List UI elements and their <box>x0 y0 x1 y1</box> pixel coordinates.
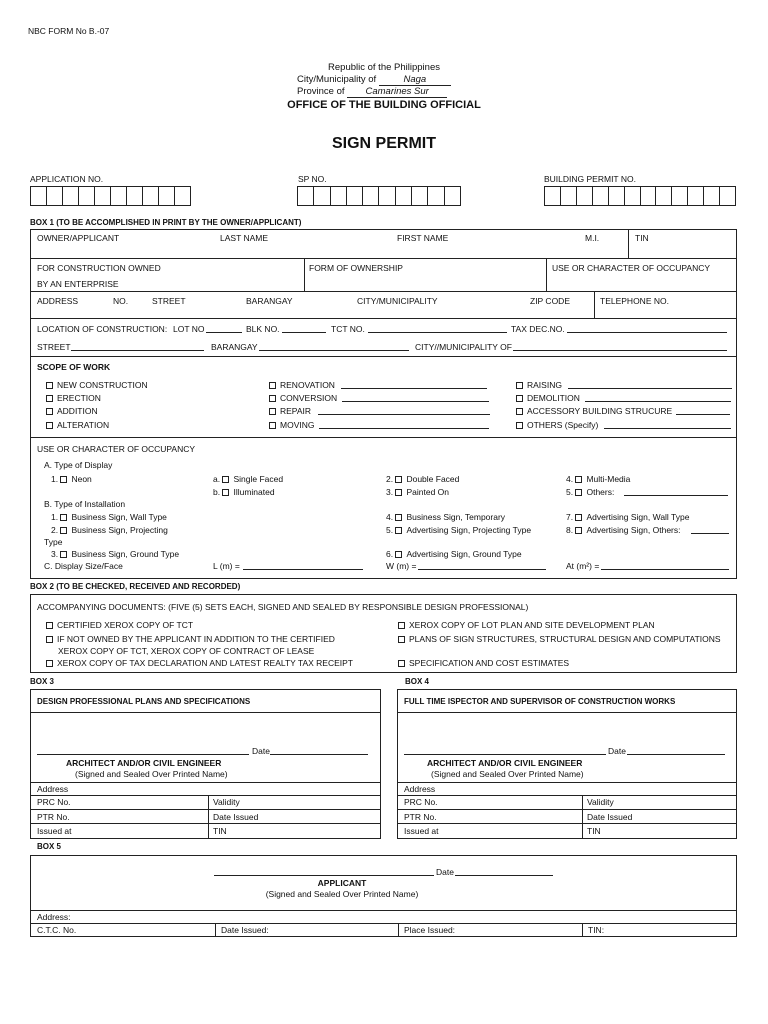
display-others[interactable] <box>566 487 614 497</box>
box3-heading: DESIGN PROFESSIONAL PLANS AND SPECIFICATIONS <box>37 697 251 706</box>
application-no-input[interactable] <box>30 186 191 206</box>
display-single-faced-number: a. <box>213 474 221 484</box>
scope-others[interactable] <box>516 420 598 430</box>
box4-ptr-label: PTR No. <box>404 812 437 822</box>
box3-signed-note: (Signed and Sealed Over Printed Name) <box>75 769 228 779</box>
install-as-ground[interactable] <box>386 549 522 559</box>
address-label: ADDRESS <box>37 296 79 306</box>
checkbox-icon[interactable] <box>575 527 582 534</box>
install-type-word: Type <box>44 537 63 547</box>
doc-specification-label: SPECIFICATION AND COST ESTIMATES <box>409 658 570 668</box>
scope-demolition-label: DEMOLITION <box>527 393 580 403</box>
scope-raising-label: RAISING <box>527 380 562 390</box>
box5-applicant: APPLICANT <box>317 878 367 888</box>
box5-label: BOX 5 <box>37 842 62 851</box>
length-label: L (m) = <box>213 561 240 571</box>
box4-issued-at-label: Issued at <box>404 826 439 836</box>
doc-certified-tct-label: CERTIFIED XEROX COPY OF TCT <box>57 620 194 630</box>
office-title: OFFICE OF THE BUILDING OFFICIAL <box>287 99 481 111</box>
scope-conversion[interactable] <box>269 393 337 403</box>
scope-alteration[interactable] <box>46 420 109 430</box>
box5-date-label: Date <box>436 867 454 877</box>
scope-addition[interactable] <box>46 406 98 416</box>
box4-signed-note: (Signed and Sealed Over Printed Name) <box>431 769 584 779</box>
box3-date-issued-label: Date Issued <box>213 812 259 822</box>
scope-raising[interactable] <box>516 380 562 390</box>
scope-erection[interactable] <box>46 393 101 403</box>
lot-no-label: LOT NO <box>173 324 205 334</box>
display-neon-label: Neon <box>71 474 92 484</box>
scope-renovation-label: RENOVATION <box>280 380 335 390</box>
checkbox-icon[interactable] <box>575 476 582 483</box>
display-multi-media-number: 4. <box>566 474 574 484</box>
install-as-others[interactable] <box>566 525 680 535</box>
install-as-projecting-number: 5. <box>386 525 394 535</box>
install-bs-projecting[interactable] <box>51 525 168 535</box>
display-neon[interactable] <box>51 474 92 484</box>
type-of-installation-label: B. Type of Installation <box>44 499 126 509</box>
address-no-label: NO. <box>113 296 129 306</box>
box5-place-issued-label: Place Issued: <box>404 925 456 935</box>
checkbox-icon[interactable] <box>395 514 402 521</box>
box5-tin-label: TIN: <box>588 925 605 935</box>
city-line <box>297 74 451 86</box>
scope-of-work-title: SCOPE OF WORK <box>37 362 111 372</box>
box3-validity-label: Validity <box>213 797 240 807</box>
checkbox-icon[interactable] <box>269 382 276 389</box>
mi-label: M.I. <box>585 233 600 243</box>
box3-tin-label: TIN <box>213 826 227 836</box>
display-illuminated-number: b. <box>213 487 221 497</box>
display-painted-on[interactable] <box>386 487 449 497</box>
install-as-projecting-label: Advertising Sign, Projecting Type <box>406 525 532 535</box>
scope-demolition[interactable] <box>516 393 580 403</box>
sp-no-input[interactable] <box>297 186 461 206</box>
checkbox-icon[interactable] <box>46 660 53 667</box>
doc-lot-plan[interactable] <box>398 620 655 630</box>
doc-tax-declaration[interactable] <box>46 658 353 668</box>
checkbox-icon[interactable] <box>46 395 53 402</box>
display-size-label: C. Display Size/Face <box>44 561 123 571</box>
scope-renovation[interactable] <box>269 380 335 390</box>
box1-heading: BOX 1 (TO BE ACCOMPLISHED IN PRINT BY THE OWNER/APPLICANT) <box>30 218 302 227</box>
blk-no-label: BLK NO. <box>246 324 280 334</box>
checkbox-icon[interactable] <box>222 489 229 496</box>
province-label: Province of <box>297 86 345 97</box>
location-city-label: CITY//MUNICIPALITY OF <box>415 342 512 352</box>
checkbox-icon[interactable] <box>575 514 582 521</box>
application-no-label: APPLICATION NO. <box>30 174 104 184</box>
install-bs-projecting-label: Business Sign, Projecting <box>71 525 168 535</box>
use-occupancy-label: USE OR CHARACTER OF OCCUPANCY <box>552 263 711 273</box>
install-bs-temporary-number: 4. <box>386 512 394 522</box>
install-bs-ground-number: 3. <box>51 549 59 559</box>
tin-label: TIN <box>635 233 649 243</box>
first-name-label: FIRST NAME <box>397 233 449 243</box>
scope-erection-label: ERECTION <box>57 393 101 403</box>
last-name-label: LAST NAME <box>220 233 269 243</box>
checkbox-icon[interactable] <box>60 476 67 483</box>
enterprise-label: BY AN ENTERPRISE <box>37 279 119 289</box>
location-street-label: STREET <box>37 342 71 352</box>
doc-not-owned[interactable] <box>46 634 335 644</box>
checkbox-icon[interactable] <box>516 382 523 389</box>
location-barangay-label: BARANGAY <box>211 342 258 352</box>
province-value: Camarines Sur <box>347 86 447 98</box>
checkbox-icon[interactable] <box>46 622 53 629</box>
checkbox-icon[interactable] <box>60 551 67 558</box>
address-city-label: CITY/MUNICIPALITY <box>357 296 438 306</box>
checkbox-icon[interactable] <box>575 489 582 496</box>
occupancy-title: USE OR CHARACTER OF OCCUPANCY <box>37 444 196 454</box>
install-bs-wall-label: Business Sign, Wall Type <box>71 512 167 522</box>
doc-sign-structures-label: PLANS OF SIGN STRUCTURES, STRUCTURAL DESIGN AND COMPUTATIONS <box>409 634 721 644</box>
display-multi-media[interactable] <box>566 474 630 484</box>
scope-others-label: OTHERS (Specify) <box>527 420 599 430</box>
address-barangay-label: BARANGAY <box>246 296 293 306</box>
address-street-label: STREET <box>152 296 186 306</box>
scope-moving[interactable] <box>269 420 314 430</box>
box4-address-label: Address <box>404 784 436 794</box>
install-as-wall-number: 7. <box>566 512 574 522</box>
box3-signer: ARCHITECT AND/OR CIVIL ENGINEER <box>66 758 222 768</box>
province-line <box>297 86 447 98</box>
location-label: LOCATION OF CONSTRUCTION: <box>37 324 168 334</box>
display-others-number: 5. <box>566 487 574 497</box>
page-title: SIGN PERMIT <box>331 135 436 152</box>
display-single-faced[interactable] <box>213 474 283 484</box>
scope-addition-label: ADDITION <box>57 406 98 416</box>
checkbox-icon[interactable] <box>516 395 523 402</box>
republic-line: Republic of the Philippines <box>328 62 440 73</box>
owner-applicant-label: OWNER/APPLICANT <box>37 233 120 243</box>
box4-date-issued-label: Date Issued <box>587 812 633 822</box>
install-bs-wall-number: 1. <box>51 512 59 522</box>
box3-label: BOX 3 <box>30 677 55 686</box>
checkbox-icon[interactable] <box>395 527 402 534</box>
box3-ptr-label: PTR No. <box>37 812 70 822</box>
install-bs-wall[interactable] <box>51 512 167 522</box>
construction-owned-label: FOR CONSTRUCTION OWNED <box>37 263 161 273</box>
checkbox-icon[interactable] <box>516 422 523 429</box>
box4-date-label: Date <box>608 746 626 756</box>
install-as-ground-label: Advertising Sign, Ground Type <box>406 549 522 559</box>
checkbox-icon[interactable] <box>269 395 276 402</box>
checkbox-icon[interactable] <box>60 514 67 521</box>
doc-sign-structures[interactable] <box>398 634 721 644</box>
install-as-wall[interactable] <box>566 512 689 522</box>
doc-not-owned-label: IF NOT OWNED BY THE APPLICANT IN ADDITION TO THE CERTIFIED <box>57 634 335 644</box>
sp-no-label: SP NO. <box>298 174 327 184</box>
scope-repair-label: REPAIR <box>280 406 312 416</box>
display-double-faced[interactable] <box>386 474 459 484</box>
checkbox-icon[interactable] <box>269 408 276 415</box>
box4-label: BOX 4 <box>405 677 430 686</box>
install-bs-ground[interactable] <box>51 549 179 559</box>
accompanying-documents-label: ACCOMPANYING DOCUMENTS: (FIVE (5) SETS EACH, SIGNED AND SEALED BY RESPONSIBLE DESIGN PROFESSIONAL) <box>37 602 529 612</box>
scope-alteration-label: ALTERATION <box>57 420 110 430</box>
checkbox-icon[interactable] <box>46 422 53 429</box>
scope-accessory[interactable] <box>516 406 672 416</box>
checkbox-icon[interactable] <box>60 527 67 534</box>
box4-signer: ARCHITECT AND/OR CIVIL ENGINEER <box>427 758 583 768</box>
install-bs-temporary[interactable] <box>386 512 505 522</box>
install-bs-ground-label: Business Sign, Ground Type <box>71 549 180 559</box>
box4-prc-label: PRC No. <box>404 797 438 807</box>
scope-new-construction[interactable] <box>46 380 148 390</box>
scope-moving-label: MOVING <box>280 420 315 430</box>
display-painted-on-label: Painted On <box>406 487 449 497</box>
box3-prc-label: PRC No. <box>37 797 71 807</box>
box3-date-label: Date <box>252 746 270 756</box>
area-label: At (m²) = <box>566 561 600 571</box>
display-illuminated-label: Illuminated <box>233 487 275 497</box>
install-as-others-number: 8. <box>566 525 574 535</box>
box4-validity-label: Validity <box>587 797 614 807</box>
checkbox-icon[interactable] <box>398 636 405 643</box>
checkbox-icon[interactable] <box>46 408 53 415</box>
box5-ctc-label: C.T.C. No. <box>37 925 77 935</box>
display-single-faced-label: Single Faced <box>233 474 284 484</box>
box3-issued-at-label: Issued at <box>37 826 72 836</box>
box2-heading: BOX 2 (TO BE CHECKED, RECEIVED AND RECORDED) <box>30 582 241 591</box>
city-value: Naga <box>379 74 451 86</box>
box4-tin-label: TIN <box>587 826 601 836</box>
checkbox-icon[interactable] <box>269 422 276 429</box>
display-illuminated[interactable] <box>213 487 275 497</box>
doc-tax-declaration-label: XEROX COPY OF TAX DECLARATION AND LATEST REALTY TAX RECEIPT <box>57 658 354 668</box>
checkbox-icon[interactable] <box>516 408 523 415</box>
display-double-faced-label: Double Faced <box>406 474 460 484</box>
form-of-ownership-label: FORM OF OWNERSHIP <box>309 263 403 273</box>
checkbox-icon[interactable] <box>46 382 53 389</box>
type-of-display-label: A. Type of Display <box>44 460 113 470</box>
scope-accessory-label: ACCESSORY BUILDING STRUCURE <box>527 406 673 416</box>
zip-code-label: ZIP CODE <box>530 296 570 306</box>
tax-dec-no-label: TAX DEC.NO. <box>511 324 565 334</box>
box5-date-issued-label: Date Issued: <box>221 925 269 935</box>
building-permit-no-label: BUILDING PERMIT NO. <box>544 174 636 184</box>
display-others-label: Others: <box>586 487 615 497</box>
doc-not-owned-continued: XEROX COPY OF TCT, XEROX COPY OF CONTRACT OF LEASE <box>58 646 315 656</box>
doc-certified-tct[interactable] <box>46 620 193 630</box>
city-label: City/Municipality of <box>297 74 377 85</box>
width-label: W (m) = <box>386 561 417 571</box>
box5-address-label: Address: <box>37 912 71 922</box>
checkbox-icon[interactable] <box>398 622 405 629</box>
scope-conversion-label: CONVERSION <box>280 393 338 403</box>
install-bs-projecting-number: 2. <box>51 525 59 535</box>
checkbox-icon[interactable] <box>395 489 402 496</box>
checkbox-icon[interactable] <box>222 476 229 483</box>
form-number: NBC FORM No B.-07 <box>28 26 110 36</box>
display-double-faced-number: 2. <box>386 474 394 484</box>
doc-lot-plan-label: XEROX COPY OF LOT PLAN AND SITE DEVELOPMENT PLAN <box>409 620 655 630</box>
telephone-label: TELEPHONE NO. <box>600 296 669 306</box>
install-as-projecting[interactable] <box>386 525 531 535</box>
tct-no-label: TCT NO. <box>331 324 365 334</box>
checkbox-icon[interactable] <box>395 476 402 483</box>
checkbox-icon[interactable] <box>395 551 402 558</box>
install-as-others-label: Advertising Sign, Others: <box>586 525 681 535</box>
box3-address-label: Address <box>37 784 69 794</box>
display-painted-on-number: 3. <box>386 487 394 497</box>
doc-specification[interactable] <box>398 658 569 668</box>
box5-signed-note: (Signed and Sealed Over Printed Name) <box>265 889 419 899</box>
checkbox-icon[interactable] <box>46 636 53 643</box>
scope-repair[interactable] <box>269 406 311 416</box>
install-as-ground-number: 6. <box>386 549 394 559</box>
display-multi-media-label: Multi-Media <box>586 474 631 484</box>
building-permit-no-input[interactable] <box>544 186 736 206</box>
display-neon-number: 1. <box>51 474 59 484</box>
checkbox-icon[interactable] <box>398 660 405 667</box>
scope-new-construction-label: NEW CONSTRUCTION <box>57 380 148 390</box>
install-bs-temporary-label: Business Sign, Temporary <box>406 512 506 522</box>
install-as-wall-label: Advertising Sign, Wall Type <box>586 512 690 522</box>
box4-heading: FULL TIME ISPECTOR AND SUPERVISOR OF CONSTRUCTION WORKS <box>404 697 676 706</box>
